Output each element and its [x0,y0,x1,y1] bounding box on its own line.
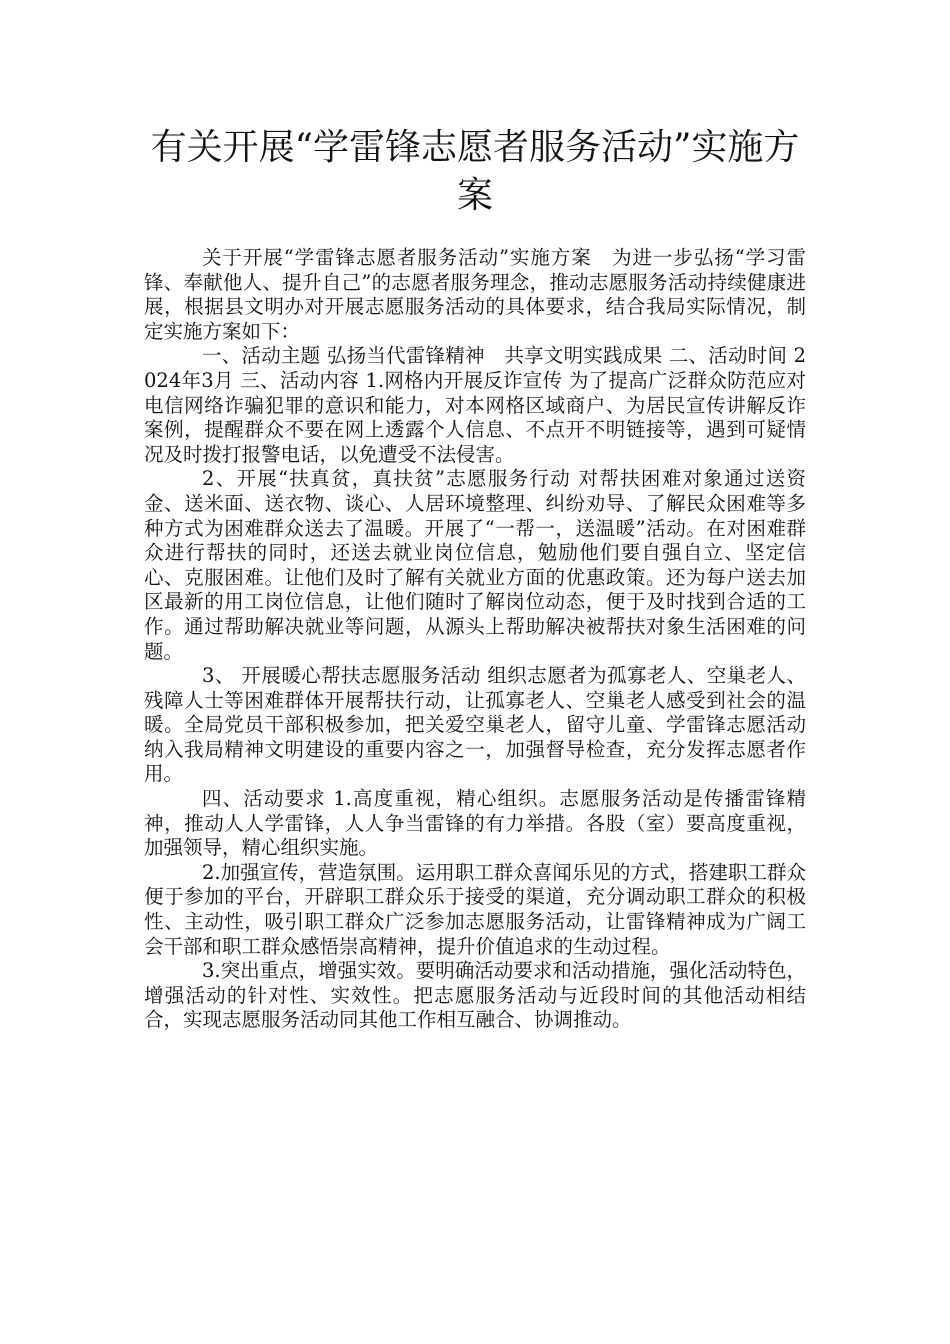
paragraph-warm-assistance: 3、 开展暖心帮扶志愿服务活动 组织志愿者为孤寡老人、空巢老人、残障人士等困难群体开展帮扶行动，让孤寡老人、空巢老人感受到社会的温暖。全局党员干部积极参加，把关爱空巢老人，留守儿童、学雷锋志愿活动纳入我局精神文明建设的重要内容之一，加强督导检查，充分发挥志愿者作用。 [144,664,806,786]
document-title: 有关开展“学雷锋志愿者服务活动”实施方案 [150,127,800,216]
paragraph-theme-time-content: 一、活动主题 弘扬当代雷锋精神 共享文明实践成果 二、活动时间 2024年3月 三、活动内容 1.网格内开展反诈宣传 为了提高广泛群众防范应对电信网络诈骗犯罪的意识和能力，对本网格区域商户、为居民宣传讲解反诈案例，提醒群众不要在网上透露个人信息、不点开不明链接等，遇到可疑情况及时拨打报警电话，以免遭受不法侵害。 [144,344,806,466]
paragraph-requirements: 四、活动要求 1.高度重视，精心组织。志愿服务活动是传播雷锋精神，推动人人学雷锋，人人争当雷锋的有力举措。各股（室）要高度重视，加强领导，精心组织实施。 [144,787,806,860]
paragraph-focus: 3.突出重点，增强实效。要明确活动要求和活动措施，强化活动特色，增强活动的针对性、实效性。把志愿服务活动与近段时间的其他活动相结合，实现志愿服务活动同其他工作相互融合、协调推动。 [144,959,806,1032]
paragraph-publicity: 2.加强宣传，营造氛围。运用职工群众喜闻乐见的方式，搭建职工群众便于参加的平台，开辟职工群众乐于接受的渠道，充分调动职工群众的积极性、主动性，吸引职工群众广泛参加志愿服务活动，让雷锋精神成为广阔工会干部和职工群众感悟崇高精神，提升价值追求的生动过程。 [144,860,806,958]
document-body [144,246,806,1033]
paragraph-poverty-relief: 2、开展“扶真贫，真扶贫”志愿服务行动 对帮扶困难对象通过送资金、送米面、送衣物、谈心、人居环境整理、纠纷劝导、了解民众困难等多种方式为困难群众送去了温暖。开展了“一帮一，送温暖”活动。在对困难群众进行帮扶的同时，还送去就业岗位信息，勉励他们要自强自立、坚定信心、克服困难。让他们及时了解有关就业方面的优惠政策。还为每户送去加区最新的用工岗位信息，让他们随时了解岗位动态，便于及时找到合适的工作。通过帮助解决就业等问题，从源头上帮助解决被帮扶对象生活困难的问题。 [144,467,806,663]
paragraph-intro: 关于开展“学雷锋志愿者服务活动”实施方案 为进一步弘扬“学习雷锋、奉献他人、提升自己”的志愿者服务理念，推动志愿服务活动持续健康进展，根据县文明办对开展志愿服务活动的具体要求，结合我局实际情况，制定实施方案如下： [144,246,806,343]
